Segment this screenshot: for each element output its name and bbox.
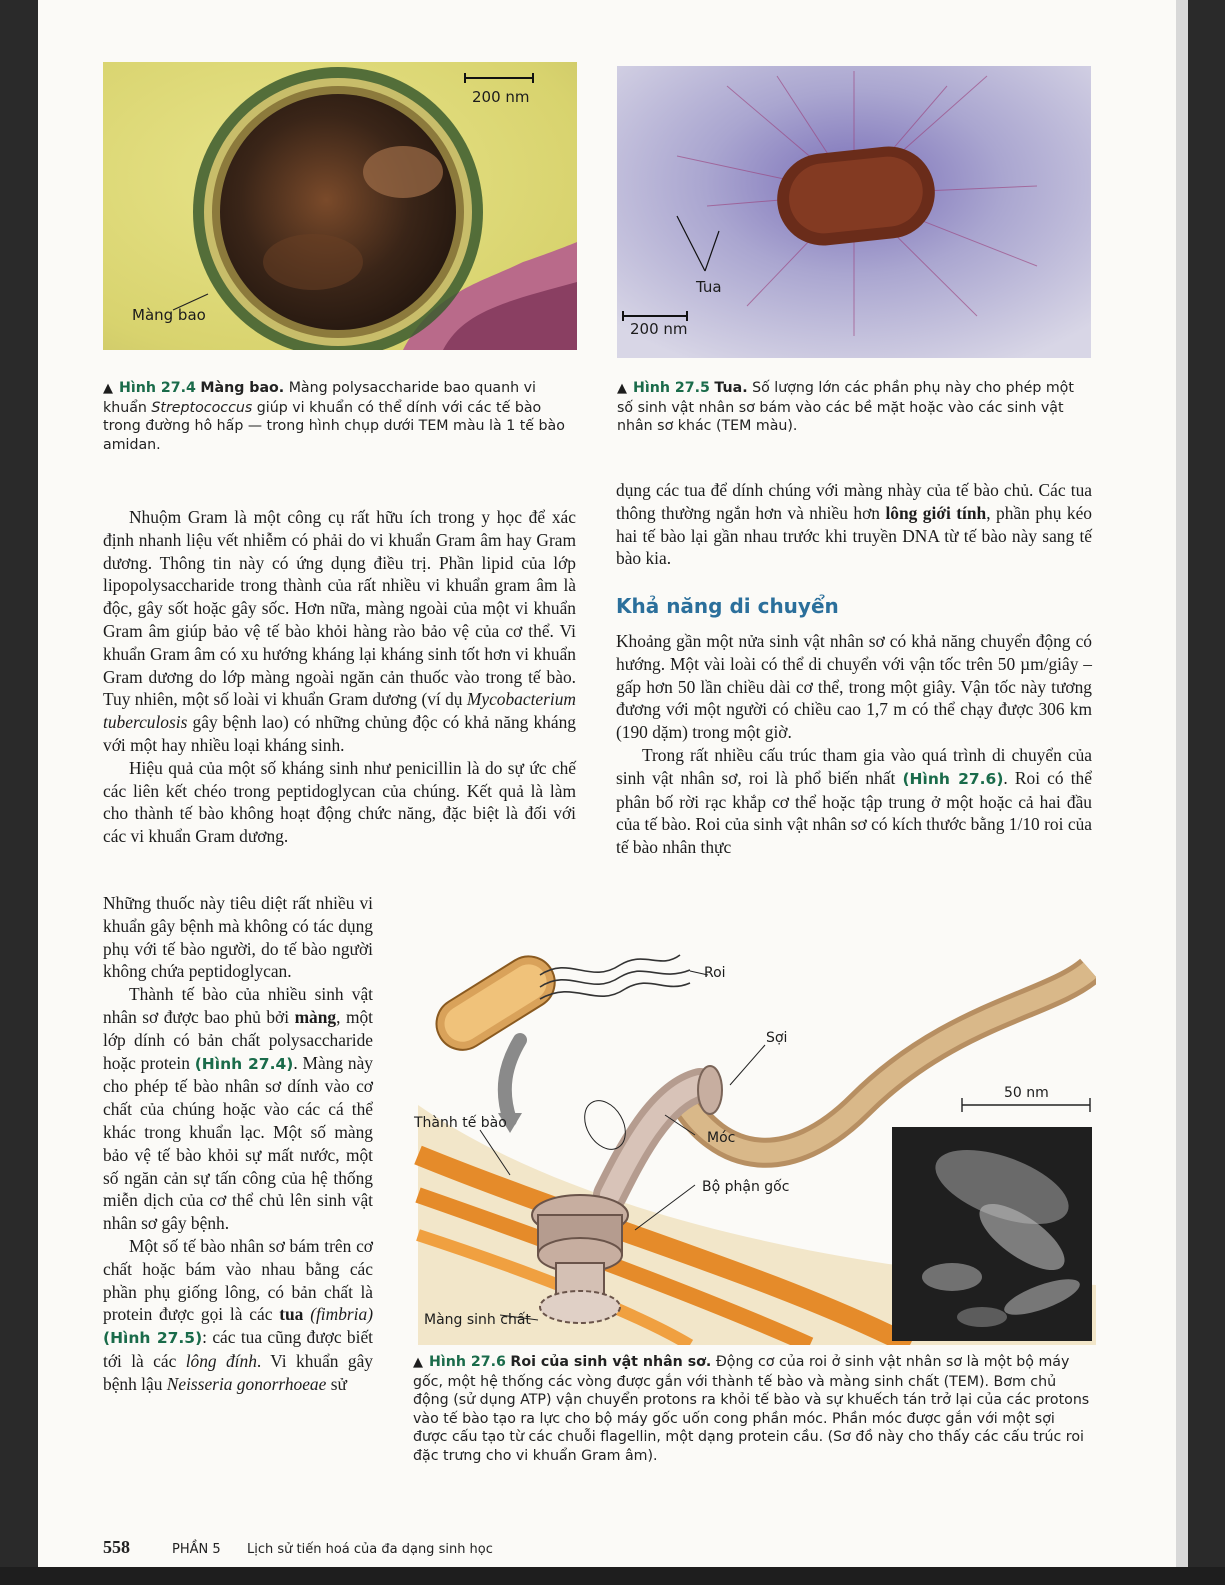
term: lông giới tính — [885, 502, 987, 523]
caption-triangle-icon: ▲ — [413, 1355, 423, 1370]
capsule-label: Màng bao — [132, 306, 206, 324]
caption-text: Động cơ của roi ở sinh vật nhân sơ là một bộ máy gốc, một hệ thống các vòng được gắn với thành tế bào và màng sinh chất (TEM). Bơm chủ động (sử dụng ATP) vận chuyển protons ra khỏi tế bào và sự khuếch tán trở lại của các protons vào tế bào tạo ra lực cho bộ máy gốc uốn cong phần móc. Phần móc được gắn với một sợi được cấu tạo từ các chuỗi flagellin, một dạng protein cầu. (Sơ đồ này cho thấy các cấu trúc roi đặc trưng cho vi khuẩn Gram âm). — [413, 1354, 1090, 1464]
right-column-text — [616, 630, 1092, 859]
label-flagellum: Roi — [704, 965, 726, 981]
right-column-text-top — [616, 479, 1092, 570]
text: , phần phụ kéo hai tế bào lại gần nhau trước khi truyền DNA từ tế bào này sang tế bào kia. — [616, 502, 1092, 569]
label-basal-body: Bộ phận gốc — [702, 1179, 790, 1195]
figure-reference: (Hình 27.4) — [194, 1054, 294, 1073]
paragraph: Khoảng gần một nửa sinh vật nhân sơ có khả năng chuyển động có hướng. Một vài loài có thể di chuyển với vận tốc trên 50 µm/giây – gấp hơn 50 lần chiều dài cơ thể, trong một giây. Vận tốc này tương đương với một người có chiều cao 1,7 m có thể chạy được 306 km (190 dặm) trong một giờ. — [616, 631, 1092, 743]
paragraph: Những thuốc này tiêu diệt rất nhiều vi khuẩn gây bệnh mà không có tác dụng phụ với tế bào người, do tế bào người không chứa peptidoglycan. — [103, 893, 373, 982]
term: màng — [294, 1006, 337, 1027]
scale-label-274: 200 nm — [472, 88, 530, 106]
figure-27-5-photo — [617, 66, 1091, 358]
term-italic: lông đính — [185, 1350, 257, 1371]
latin-term: (fimbria) — [310, 1304, 373, 1325]
figure-number: Hình 27.4 — [119, 380, 196, 396]
text: . Vi khuẩn gây bệnh lậu — [103, 1350, 373, 1394]
label-filament: Sợi — [766, 1030, 788, 1046]
text: . Roi có thể phân bố rời rạc khắp cơ thể hoặc tập trung ở một hoặc cả hai đầu của tế bào. Roi của sinh vật nhân sơ có kích thước bằng 1/10 roi của tế bào nhân thực — [616, 767, 1092, 858]
paragraph — [103, 757, 576, 848]
caption-triangle-icon: ▲ — [103, 381, 113, 396]
left-column-narrow-text — [103, 892, 373, 1396]
flagellum-micrograph — [892, 1127, 1092, 1341]
text: Nhuộm Gram là một công cụ rất hữu ích trong y học để xác định nhanh liệu vết nhiễm có phải do vi khuẩn Gram âm hay Gram dương. Thông tin này có ứng dụng điều trị. Phần lipid của lớp lipopolysaccharide trong thành của rất nhiều vi khuẩn gram âm là độc, gây sốt hoặc gây sốc. Hơn nữa, màng ngoài của một vi khuẩn Gram âm giúp bảo vệ tế bào khỏi hàng rào bảo vệ của cơ thể. Vi khuẩn Gram âm có xu hướng kháng lại kháng sinh tốt hơn vi khuẩn Gram dương do lớp màng ngoài ngăn cản thuốc vào trong tế bào. Tuy nhiên, một số loài vi khuẩn Gram dương (ví dụ — [103, 507, 576, 710]
text: Trong rất nhiều cấu trúc tham gia vào quá trình di chuyển của sinh vật nhân sơ, roi là phổ biến nhất — [616, 744, 1092, 788]
caption-text: Số lượng lớn các phần phụ này cho phép một số sinh vật nhân sơ bám vào các bề mặt hoặc vào các sinh vật nhân sơ khác (TEM màu). — [617, 380, 1074, 434]
fimbriae-micrograph — [617, 66, 1091, 358]
fimbriae-label: Tua — [696, 278, 722, 296]
page-edge — [1176, 0, 1188, 1585]
text: : các tua cũng được biết tới là các — [103, 1327, 373, 1371]
paragraph — [616, 479, 1092, 570]
paragraph — [616, 744, 1092, 859]
figure-number: Hình 27.5 — [633, 380, 710, 396]
text: Thành tế bào của nhiều sinh vật nhân sơ được bao phủ bởi — [103, 984, 373, 1027]
caption-text: giúp vi khuẩn có thể dính với các tế bào trong đường hô hấp — trong hình chụp dưới TEM màu là 1 tế bào amidan. — [103, 399, 565, 453]
footer-title: Lịch sử tiến hoá của đa dạng sinh học — [247, 1542, 493, 1557]
species-name: Mycobacterium tuberculosis — [103, 689, 576, 733]
caption-text: Màng polysaccharide bao quanh vi khuẩn — [103, 380, 536, 416]
text: , một lớp dính có bản chất polysaccharide hoặc protein — [103, 1006, 373, 1073]
figure-reference: (Hình 27.6) — [902, 769, 1004, 788]
page-number: 558 — [103, 1537, 130, 1557]
footer-part: PHẦN 5 — [172, 1542, 221, 1557]
text: . Màng này cho phép tế bào nhân sơ dính vào cơ chất của chúng hoặc vào các cá thể khác trong khuẩn lạc. Một số màng bảo vệ tế bào khỏi sự mất nước, một số ngăn cản sự tấn công của hệ thống miễn dịch của cơ thể chủ lên sinh vật nhân sơ gây bệnh. — [103, 1052, 373, 1234]
figure-27-5-caption — [617, 379, 1092, 436]
term: tua — [279, 1304, 304, 1325]
text: sử — [330, 1373, 347, 1394]
figure-27-4-caption — [103, 379, 573, 454]
label-plasma-membrane: Màng sinh chất — [424, 1312, 531, 1328]
label-cell-wall: Thành tế bào — [414, 1115, 507, 1131]
text: Hiệu quả của một số kháng sinh như penicillin là do sự ức chế các liên kết chéo trong peptidoglycan của chúng. Kết quả là làm cho thành tế bào không hoạt động chức năng, đặc biệt là đối với các vi khuẩn Gram dương. — [103, 757, 576, 847]
figure-reference: (Hình 27.5) — [103, 1329, 203, 1348]
caption-title: Tua. — [714, 380, 748, 396]
text: Một số tế bào nhân sơ bám trên cơ chất hoặc bám vào nhau bằng các phần phụ giống lông, có bản chất là protein được gọi là các — [103, 1235, 373, 1325]
paragraph — [103, 506, 576, 757]
bottom-bar — [0, 1567, 1225, 1585]
scale-label-276: 50 nm — [1004, 1085, 1049, 1101]
caption-title: Roi của sinh vật nhân sơ. — [510, 1354, 712, 1370]
figure-27-6-caption — [413, 1353, 1093, 1465]
caption-species: Streptococcus — [151, 399, 253, 416]
scale-label-275: 200 nm — [630, 320, 688, 338]
figure-number: Hình 27.6 — [429, 1354, 506, 1370]
caption-triangle-icon: ▲ — [617, 381, 627, 396]
tem-image — [892, 1127, 1092, 1341]
caption-title: Màng bao. — [200, 380, 285, 396]
text: gây bệnh lao) có những chủng độc có khả năng kháng với một hay nhiều loại kháng sinh. — [103, 712, 576, 755]
label-hook: Móc — [707, 1130, 736, 1146]
section-heading: Khả năng di chuyển — [616, 594, 839, 618]
paragraph — [103, 983, 373, 1235]
left-column-text — [103, 506, 576, 848]
paragraph — [103, 1235, 373, 1396]
species-name: Neisseria gonorrhoeae — [166, 1373, 327, 1394]
text: dụng các tua để dính chúng với màng nhày của tế bào chủ. Các tua thông thường ngắn hơn và nhiều hơn — [616, 480, 1092, 523]
